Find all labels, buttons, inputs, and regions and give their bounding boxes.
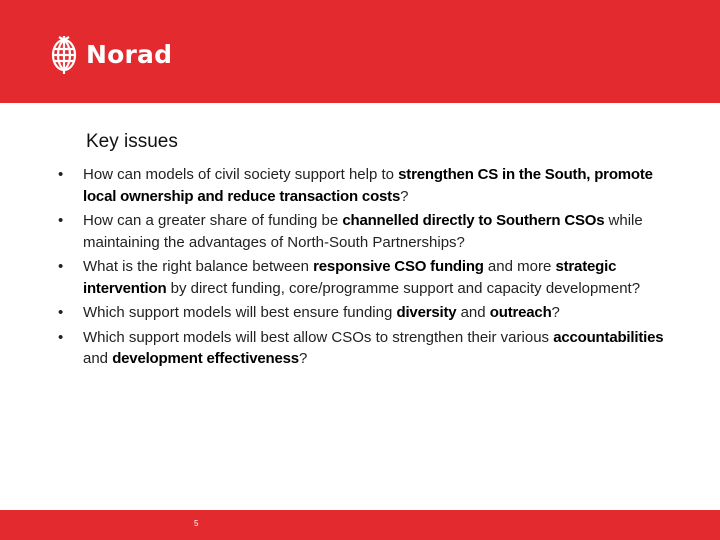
bullet-text: ? xyxy=(298,350,308,367)
bullet-text: How can a greater share of funding be xyxy=(83,212,343,229)
bullet-emphasis: strategic intervention xyxy=(83,258,617,297)
bullet-text: ? xyxy=(400,187,409,205)
bullet-emphasis: outreach xyxy=(489,304,552,321)
bullet-text: and xyxy=(83,350,113,367)
bullet-text: What is the right balance between xyxy=(83,258,314,275)
bullet-emphasis: development effectiveness xyxy=(112,350,299,367)
bullet-text: ? xyxy=(551,304,560,321)
bullet-text: by direct funding, core/programme support and capacity development? xyxy=(166,279,641,297)
bullet-item xyxy=(58,327,678,370)
bullet-item xyxy=(58,164,678,207)
bullet-emphasis: strengthen CS in the South, promote local ownership and reduce transaction costs xyxy=(83,166,653,205)
bullet-item xyxy=(58,256,678,299)
bullet-item xyxy=(58,302,678,324)
bullet-text: and xyxy=(456,304,490,321)
bullet-item xyxy=(58,210,678,253)
bullet-emphasis: channelled directly to Southern CSOs xyxy=(342,212,605,229)
header-bar xyxy=(0,0,720,103)
bullet-text: How can models of civil society support help to xyxy=(83,166,399,183)
bullet-text: and more xyxy=(483,258,556,275)
bullet-emphasis: accountabilities xyxy=(553,328,664,346)
norad-logo xyxy=(50,32,172,76)
globe-icon xyxy=(50,34,78,74)
footer-bar xyxy=(0,510,720,540)
bullet-emphasis: responsive CSO funding xyxy=(313,258,484,275)
bullet-text: while maintaining the advantages of North-South Partnerships? xyxy=(83,212,643,251)
bullet-list xyxy=(58,164,678,373)
bullet-emphasis: diversity xyxy=(396,304,457,321)
bullet-text: Which support models will best ensure funding xyxy=(83,304,397,321)
logo-text: Norad xyxy=(86,39,173,69)
slide-title: Key issues xyxy=(86,131,178,152)
page-number: 5 xyxy=(194,519,199,528)
bullet-text: Which support models will best allow CSOs to strengthen their various xyxy=(83,328,554,346)
